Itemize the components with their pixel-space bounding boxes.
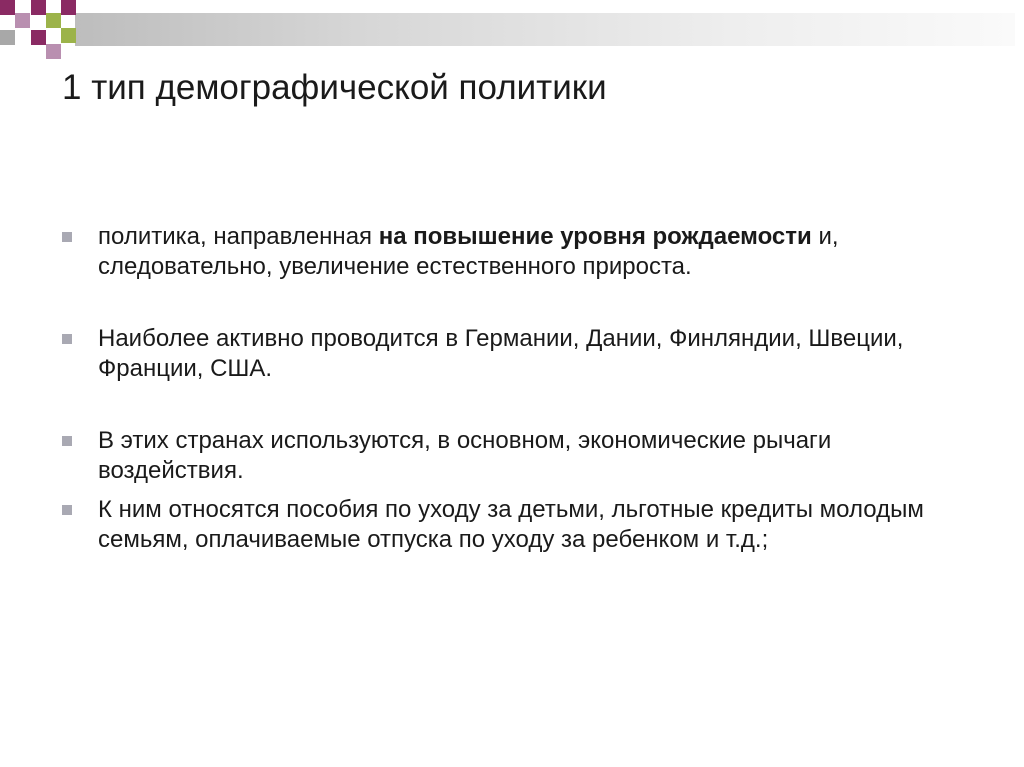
decor-square bbox=[61, 0, 76, 15]
bullet-item bbox=[62, 495, 962, 555]
bullet-text: и, следовательно, увеличение естественного прироста. bbox=[98, 223, 839, 280]
header-bar bbox=[75, 13, 1015, 46]
decor-square bbox=[46, 13, 61, 28]
bullet-text: политика, направленная bbox=[98, 223, 379, 250]
slide-title: 1 тип демографической политики bbox=[62, 68, 607, 107]
bullet-item bbox=[62, 324, 962, 384]
bullet-text: Наиболее активно проводится в Германии, Дании, Финляндии, Швеции, Франции, США. bbox=[98, 325, 904, 382]
bullet-emphasis: на повышение уровня рождаемости bbox=[378, 223, 812, 250]
decor-square bbox=[0, 0, 15, 15]
square-bullet-icon bbox=[62, 232, 72, 242]
square-bullet-icon bbox=[62, 505, 72, 515]
decor-square bbox=[0, 30, 15, 45]
decor-square bbox=[61, 28, 76, 43]
bullet-list bbox=[62, 222, 962, 555]
decor-square bbox=[15, 13, 30, 28]
bullet-item bbox=[62, 426, 962, 486]
bullet-item bbox=[62, 222, 962, 282]
square-bullet-icon bbox=[62, 436, 72, 446]
square-bullet-icon bbox=[62, 334, 72, 344]
decor-square bbox=[31, 30, 46, 45]
decor-square bbox=[46, 44, 61, 59]
bullet-text: В этих странах используются, в основном, экономические рычаги воздействия. bbox=[98, 427, 832, 484]
bullet-text: К ним относятся пособия по уходу за детьми, льготные кредиты молодым семьям, оплачиваемые отпуска по уходу за ребенком и т.д.; bbox=[98, 496, 924, 553]
decor-square bbox=[31, 0, 46, 15]
